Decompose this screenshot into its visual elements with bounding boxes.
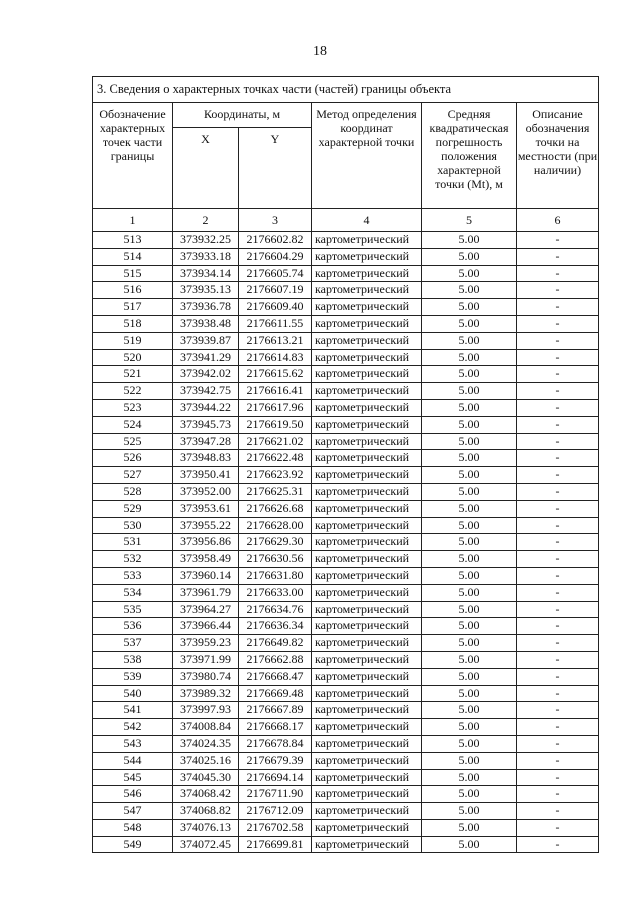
table-row (93, 668, 599, 685)
x-coordinate-cell: 373966.44 (173, 618, 239, 635)
point-id-cell: 522 (93, 383, 173, 400)
header-method-text: Метод определения координат характерной точки (316, 107, 417, 149)
method-cell: картометрический (312, 265, 422, 282)
error-cell: 5.00 (422, 651, 517, 668)
description-cell: - (517, 786, 599, 803)
y-coordinate-cell: 2176662.88 (239, 651, 312, 668)
point-id-cell: 534 (93, 584, 173, 601)
x-coordinate-cell: 373942.75 (173, 383, 239, 400)
y-coordinate-cell: 2176668.47 (239, 668, 312, 685)
error-cell: 5.00 (422, 685, 517, 702)
point-id-cell: 547 (93, 803, 173, 820)
table-row (93, 332, 599, 349)
error-cell: 5.00 (422, 500, 517, 517)
error-cell: 5.00 (422, 248, 517, 265)
description-cell: - (517, 232, 599, 249)
method-cell: картометрический (312, 534, 422, 551)
point-id-cell: 541 (93, 702, 173, 719)
table-row (93, 349, 599, 366)
table-row (93, 315, 599, 332)
y-coordinate-cell: 2176634.76 (239, 601, 312, 618)
error-cell: 5.00 (422, 534, 517, 551)
description-cell: - (517, 349, 599, 366)
table-row (93, 248, 599, 265)
x-coordinate-cell: 373950.41 (173, 467, 239, 484)
y-coordinate-cell: 2176667.89 (239, 702, 312, 719)
table-row (93, 483, 599, 500)
table-row (93, 584, 599, 601)
error-cell: 5.00 (422, 618, 517, 635)
column-number: 2 (173, 209, 239, 232)
x-coordinate-cell: 373953.61 (173, 500, 239, 517)
method-cell: картометрический (312, 786, 422, 803)
error-cell: 5.00 (422, 668, 517, 685)
point-id-cell: 526 (93, 450, 173, 467)
x-coordinate-cell: 373942.02 (173, 366, 239, 383)
error-cell: 5.00 (422, 836, 517, 853)
method-cell: картометрический (312, 416, 422, 433)
y-coordinate-cell: 2176630.56 (239, 551, 312, 568)
method-cell: картометрический (312, 769, 422, 786)
description-cell: - (517, 803, 599, 820)
table-row (93, 719, 599, 736)
table-row (93, 383, 599, 400)
error-cell: 5.00 (422, 567, 517, 584)
x-coordinate-cell: 374072.45 (173, 836, 239, 853)
header-coordinates-text: Координаты, м (203, 107, 281, 121)
y-coordinate-cell: 2176694.14 (239, 769, 312, 786)
method-cell: картометрический (312, 752, 422, 769)
x-coordinate-cell: 373960.14 (173, 567, 239, 584)
description-cell: - (517, 399, 599, 416)
description-cell: - (517, 752, 599, 769)
x-coordinate-cell: 373961.79 (173, 584, 239, 601)
table-row (93, 282, 599, 299)
description-cell: - (517, 601, 599, 618)
table-row (93, 702, 599, 719)
header-y-text: Y (270, 132, 280, 146)
point-id-cell: 536 (93, 618, 173, 635)
point-id-cell: 524 (93, 416, 173, 433)
method-cell: картометрический (312, 366, 422, 383)
x-coordinate-cell: 374008.84 (173, 719, 239, 736)
description-cell: - (517, 567, 599, 584)
error-cell: 5.00 (422, 299, 517, 316)
description-cell: - (517, 383, 599, 400)
point-id-cell: 517 (93, 299, 173, 316)
method-cell: картометрический (312, 383, 422, 400)
description-cell: - (517, 534, 599, 551)
x-coordinate-cell: 373938.48 (173, 315, 239, 332)
table-row (93, 433, 599, 450)
x-coordinate-cell: 373947.28 (173, 433, 239, 450)
y-coordinate-cell: 2176605.74 (239, 265, 312, 282)
description-cell: - (517, 282, 599, 299)
x-coordinate-cell: 373971.99 (173, 651, 239, 668)
point-id-cell: 546 (93, 786, 173, 803)
y-coordinate-cell: 2176649.82 (239, 635, 312, 652)
y-coordinate-cell: 2176626.68 (239, 500, 312, 517)
x-coordinate-cell: 373948.83 (173, 450, 239, 467)
point-id-cell: 538 (93, 651, 173, 668)
y-coordinate-cell: 2176699.81 (239, 836, 312, 853)
table-body (93, 232, 599, 853)
method-cell: картометрический (312, 551, 422, 568)
method-cell: картометрический (312, 248, 422, 265)
x-coordinate-cell: 374045.30 (173, 769, 239, 786)
point-id-cell: 548 (93, 819, 173, 836)
description-cell: - (517, 551, 599, 568)
x-coordinate-cell: 373958.49 (173, 551, 239, 568)
y-coordinate-cell: 2176628.00 (239, 517, 312, 534)
method-cell: картометрический (312, 399, 422, 416)
y-coordinate-cell: 2176629.30 (239, 534, 312, 551)
table-row (93, 467, 599, 484)
error-cell: 5.00 (422, 433, 517, 450)
method-cell: картометрический (312, 299, 422, 316)
table-row (93, 635, 599, 652)
y-coordinate-cell: 2176616.41 (239, 383, 312, 400)
error-cell: 5.00 (422, 232, 517, 249)
table-row (93, 299, 599, 316)
error-cell: 5.00 (422, 601, 517, 618)
error-cell: 5.00 (422, 416, 517, 433)
table-row (93, 601, 599, 618)
x-coordinate-cell: 373934.14 (173, 265, 239, 282)
description-cell: - (517, 332, 599, 349)
header-coordinates (173, 103, 312, 128)
description-cell: - (517, 483, 599, 500)
point-id-cell: 519 (93, 332, 173, 349)
error-cell: 5.00 (422, 349, 517, 366)
x-coordinate-cell: 374024.35 (173, 735, 239, 752)
error-cell: 5.00 (422, 265, 517, 282)
point-id-cell: 523 (93, 399, 173, 416)
point-id-cell: 515 (93, 265, 173, 282)
header-point-designation (93, 103, 173, 209)
x-coordinate-cell: 373952.00 (173, 483, 239, 500)
y-coordinate-cell: 2176712.09 (239, 803, 312, 820)
table-row (93, 618, 599, 635)
description-cell: - (517, 651, 599, 668)
error-cell: 5.00 (422, 786, 517, 803)
x-coordinate-cell: 373955.22 (173, 517, 239, 534)
y-coordinate-cell: 2176615.62 (239, 366, 312, 383)
description-cell: - (517, 702, 599, 719)
error-cell: 5.00 (422, 702, 517, 719)
x-coordinate-cell: 373964.27 (173, 601, 239, 618)
y-coordinate-cell: 2176623.92 (239, 467, 312, 484)
method-cell: картометрический (312, 668, 422, 685)
table-row (93, 399, 599, 416)
x-coordinate-cell: 374025.16 (173, 752, 239, 769)
table-row (93, 534, 599, 551)
table-row (93, 416, 599, 433)
header-description-text: Описание обозначения точки на местности (при наличии) (517, 107, 598, 177)
method-cell: картометрический (312, 819, 422, 836)
x-coordinate-cell: 373959.23 (173, 635, 239, 652)
table-row (93, 685, 599, 702)
error-cell: 5.00 (422, 752, 517, 769)
description-cell: - (517, 433, 599, 450)
y-coordinate-cell: 2176602.82 (239, 232, 312, 249)
header-x (173, 128, 239, 209)
point-id-cell: 513 (93, 232, 173, 249)
description-cell: - (517, 500, 599, 517)
y-coordinate-cell: 2176621.02 (239, 433, 312, 450)
error-cell: 5.00 (422, 803, 517, 820)
error-cell: 5.00 (422, 584, 517, 601)
point-id-cell: 529 (93, 500, 173, 517)
x-coordinate-cell: 373989.32 (173, 685, 239, 702)
table-row (93, 551, 599, 568)
description-cell: - (517, 248, 599, 265)
method-cell: картометрический (312, 735, 422, 752)
description-cell: - (517, 735, 599, 752)
y-coordinate-cell: 2176611.55 (239, 315, 312, 332)
y-coordinate-cell: 2176617.96 (239, 399, 312, 416)
point-id-cell: 539 (93, 668, 173, 685)
table-row (93, 517, 599, 534)
x-coordinate-cell: 373941.29 (173, 349, 239, 366)
y-coordinate-cell: 2176711.90 (239, 786, 312, 803)
header-method (312, 103, 422, 209)
point-id-cell: 545 (93, 769, 173, 786)
error-cell: 5.00 (422, 819, 517, 836)
x-coordinate-cell: 374068.42 (173, 786, 239, 803)
table-row (93, 567, 599, 584)
error-cell: 5.00 (422, 551, 517, 568)
method-cell: картометрический (312, 618, 422, 635)
method-cell: картометрический (312, 803, 422, 820)
y-coordinate-cell: 2176678.84 (239, 735, 312, 752)
point-id-cell: 535 (93, 601, 173, 618)
point-id-cell: 533 (93, 567, 173, 584)
error-cell: 5.00 (422, 483, 517, 500)
table-row (93, 265, 599, 282)
description-cell: - (517, 467, 599, 484)
point-id-cell: 525 (93, 433, 173, 450)
header-error (422, 103, 517, 209)
description-cell: - (517, 668, 599, 685)
header-error-text: Средняя квадратическая погрешность положения характерной точки (Mt), м (429, 107, 509, 191)
x-coordinate-cell: 373936.78 (173, 299, 239, 316)
method-cell: картометрический (312, 450, 422, 467)
y-coordinate-cell: 2176702.58 (239, 819, 312, 836)
y-coordinate-cell: 2176668.17 (239, 719, 312, 736)
point-id-cell: 544 (93, 752, 173, 769)
y-coordinate-cell: 2176609.40 (239, 299, 312, 316)
method-cell: картометрический (312, 232, 422, 249)
method-cell: картометрический (312, 349, 422, 366)
x-coordinate-cell: 374076.13 (173, 819, 239, 836)
table-row (93, 450, 599, 467)
error-cell: 5.00 (422, 332, 517, 349)
method-cell: картометрический (312, 635, 422, 652)
error-cell: 5.00 (422, 366, 517, 383)
x-coordinate-cell: 373980.74 (173, 668, 239, 685)
table-row (93, 735, 599, 752)
point-id-cell: 542 (93, 719, 173, 736)
error-cell: 5.00 (422, 735, 517, 752)
y-coordinate-cell: 2176636.34 (239, 618, 312, 635)
description-cell: - (517, 517, 599, 534)
method-cell: картометрический (312, 315, 422, 332)
error-cell: 5.00 (422, 467, 517, 484)
description-cell: - (517, 299, 599, 316)
table-row (93, 769, 599, 786)
point-id-cell: 543 (93, 735, 173, 752)
header-x-text: X (201, 132, 210, 146)
method-cell: картометрический (312, 567, 422, 584)
point-id-cell: 532 (93, 551, 173, 568)
description-cell: - (517, 416, 599, 433)
x-coordinate-cell: 373932.25 (173, 232, 239, 249)
table-row (93, 836, 599, 853)
description-cell: - (517, 819, 599, 836)
table-row (93, 752, 599, 769)
description-cell: - (517, 685, 599, 702)
description-cell: - (517, 265, 599, 282)
method-cell: картометрический (312, 500, 422, 517)
y-coordinate-cell: 2176619.50 (239, 416, 312, 433)
table-row (93, 232, 599, 249)
error-cell: 5.00 (422, 517, 517, 534)
method-cell: картометрический (312, 685, 422, 702)
table-row (93, 786, 599, 803)
method-cell: картометрический (312, 584, 422, 601)
characteristic-points-table (92, 76, 599, 853)
table-caption: 3. Сведения о характерных точках части (частей) границы объекта (93, 77, 599, 103)
y-coordinate-cell: 2176613.21 (239, 332, 312, 349)
table-row (93, 803, 599, 820)
point-id-cell: 527 (93, 467, 173, 484)
table-row (93, 651, 599, 668)
description-cell: - (517, 315, 599, 332)
page-number: 18 (313, 44, 327, 59)
description-cell: - (517, 450, 599, 467)
error-cell: 5.00 (422, 315, 517, 332)
point-id-cell: 520 (93, 349, 173, 366)
description-cell: - (517, 635, 599, 652)
error-cell: 5.00 (422, 399, 517, 416)
header-description (517, 103, 599, 209)
description-cell: - (517, 366, 599, 383)
y-coordinate-cell: 2176614.83 (239, 349, 312, 366)
table-row (93, 366, 599, 383)
error-cell: 5.00 (422, 383, 517, 400)
method-cell: картометрический (312, 467, 422, 484)
description-cell: - (517, 719, 599, 736)
y-coordinate-cell: 2176633.00 (239, 584, 312, 601)
description-cell: - (517, 836, 599, 853)
y-coordinate-cell: 2176669.48 (239, 685, 312, 702)
error-cell: 5.00 (422, 635, 517, 652)
point-id-cell: 518 (93, 315, 173, 332)
column-number: 4 (312, 209, 422, 232)
x-coordinate-cell: 373939.87 (173, 332, 239, 349)
point-id-cell: 540 (93, 685, 173, 702)
table-row (93, 500, 599, 517)
x-coordinate-cell: 373933.18 (173, 248, 239, 265)
column-number: 3 (239, 209, 312, 232)
table-row (93, 819, 599, 836)
y-coordinate-cell: 2176679.39 (239, 752, 312, 769)
column-number: 6 (517, 209, 599, 232)
point-id-cell: 549 (93, 836, 173, 853)
x-coordinate-cell: 373956.86 (173, 534, 239, 551)
error-cell: 5.00 (422, 719, 517, 736)
method-cell: картометрический (312, 836, 422, 853)
method-cell: картометрический (312, 483, 422, 500)
error-cell: 5.00 (422, 769, 517, 786)
x-coordinate-cell: 373945.73 (173, 416, 239, 433)
header-point-designation-text: Обозначение характерных точек части границы (99, 107, 166, 163)
method-cell: картометрический (312, 719, 422, 736)
y-coordinate-cell: 2176607.19 (239, 282, 312, 299)
y-coordinate-cell: 2176631.80 (239, 567, 312, 584)
column-number: 5 (422, 209, 517, 232)
point-id-cell: 521 (93, 366, 173, 383)
y-coordinate-cell: 2176604.29 (239, 248, 312, 265)
method-cell: картометрический (312, 517, 422, 534)
point-id-cell: 516 (93, 282, 173, 299)
column-number: 1 (93, 209, 173, 232)
method-cell: картометрический (312, 332, 422, 349)
method-cell: картометрический (312, 601, 422, 618)
point-id-cell: 531 (93, 534, 173, 551)
description-cell: - (517, 769, 599, 786)
x-coordinate-cell: 373944.22 (173, 399, 239, 416)
column-number-row (93, 209, 599, 232)
y-coordinate-cell: 2176625.31 (239, 483, 312, 500)
method-cell: картометрический (312, 282, 422, 299)
error-cell: 5.00 (422, 450, 517, 467)
point-id-cell: 530 (93, 517, 173, 534)
description-cell: - (517, 584, 599, 601)
point-id-cell: 528 (93, 483, 173, 500)
method-cell: картометрический (312, 651, 422, 668)
y-coordinate-cell: 2176622.48 (239, 450, 312, 467)
point-id-cell: 514 (93, 248, 173, 265)
error-cell: 5.00 (422, 282, 517, 299)
description-cell: - (517, 618, 599, 635)
x-coordinate-cell: 374068.82 (173, 803, 239, 820)
method-cell: картометрический (312, 702, 422, 719)
method-cell: картометрический (312, 433, 422, 450)
x-coordinate-cell: 373935.13 (173, 282, 239, 299)
x-coordinate-cell: 373997.93 (173, 702, 239, 719)
header-y (239, 128, 312, 209)
point-id-cell: 537 (93, 635, 173, 652)
